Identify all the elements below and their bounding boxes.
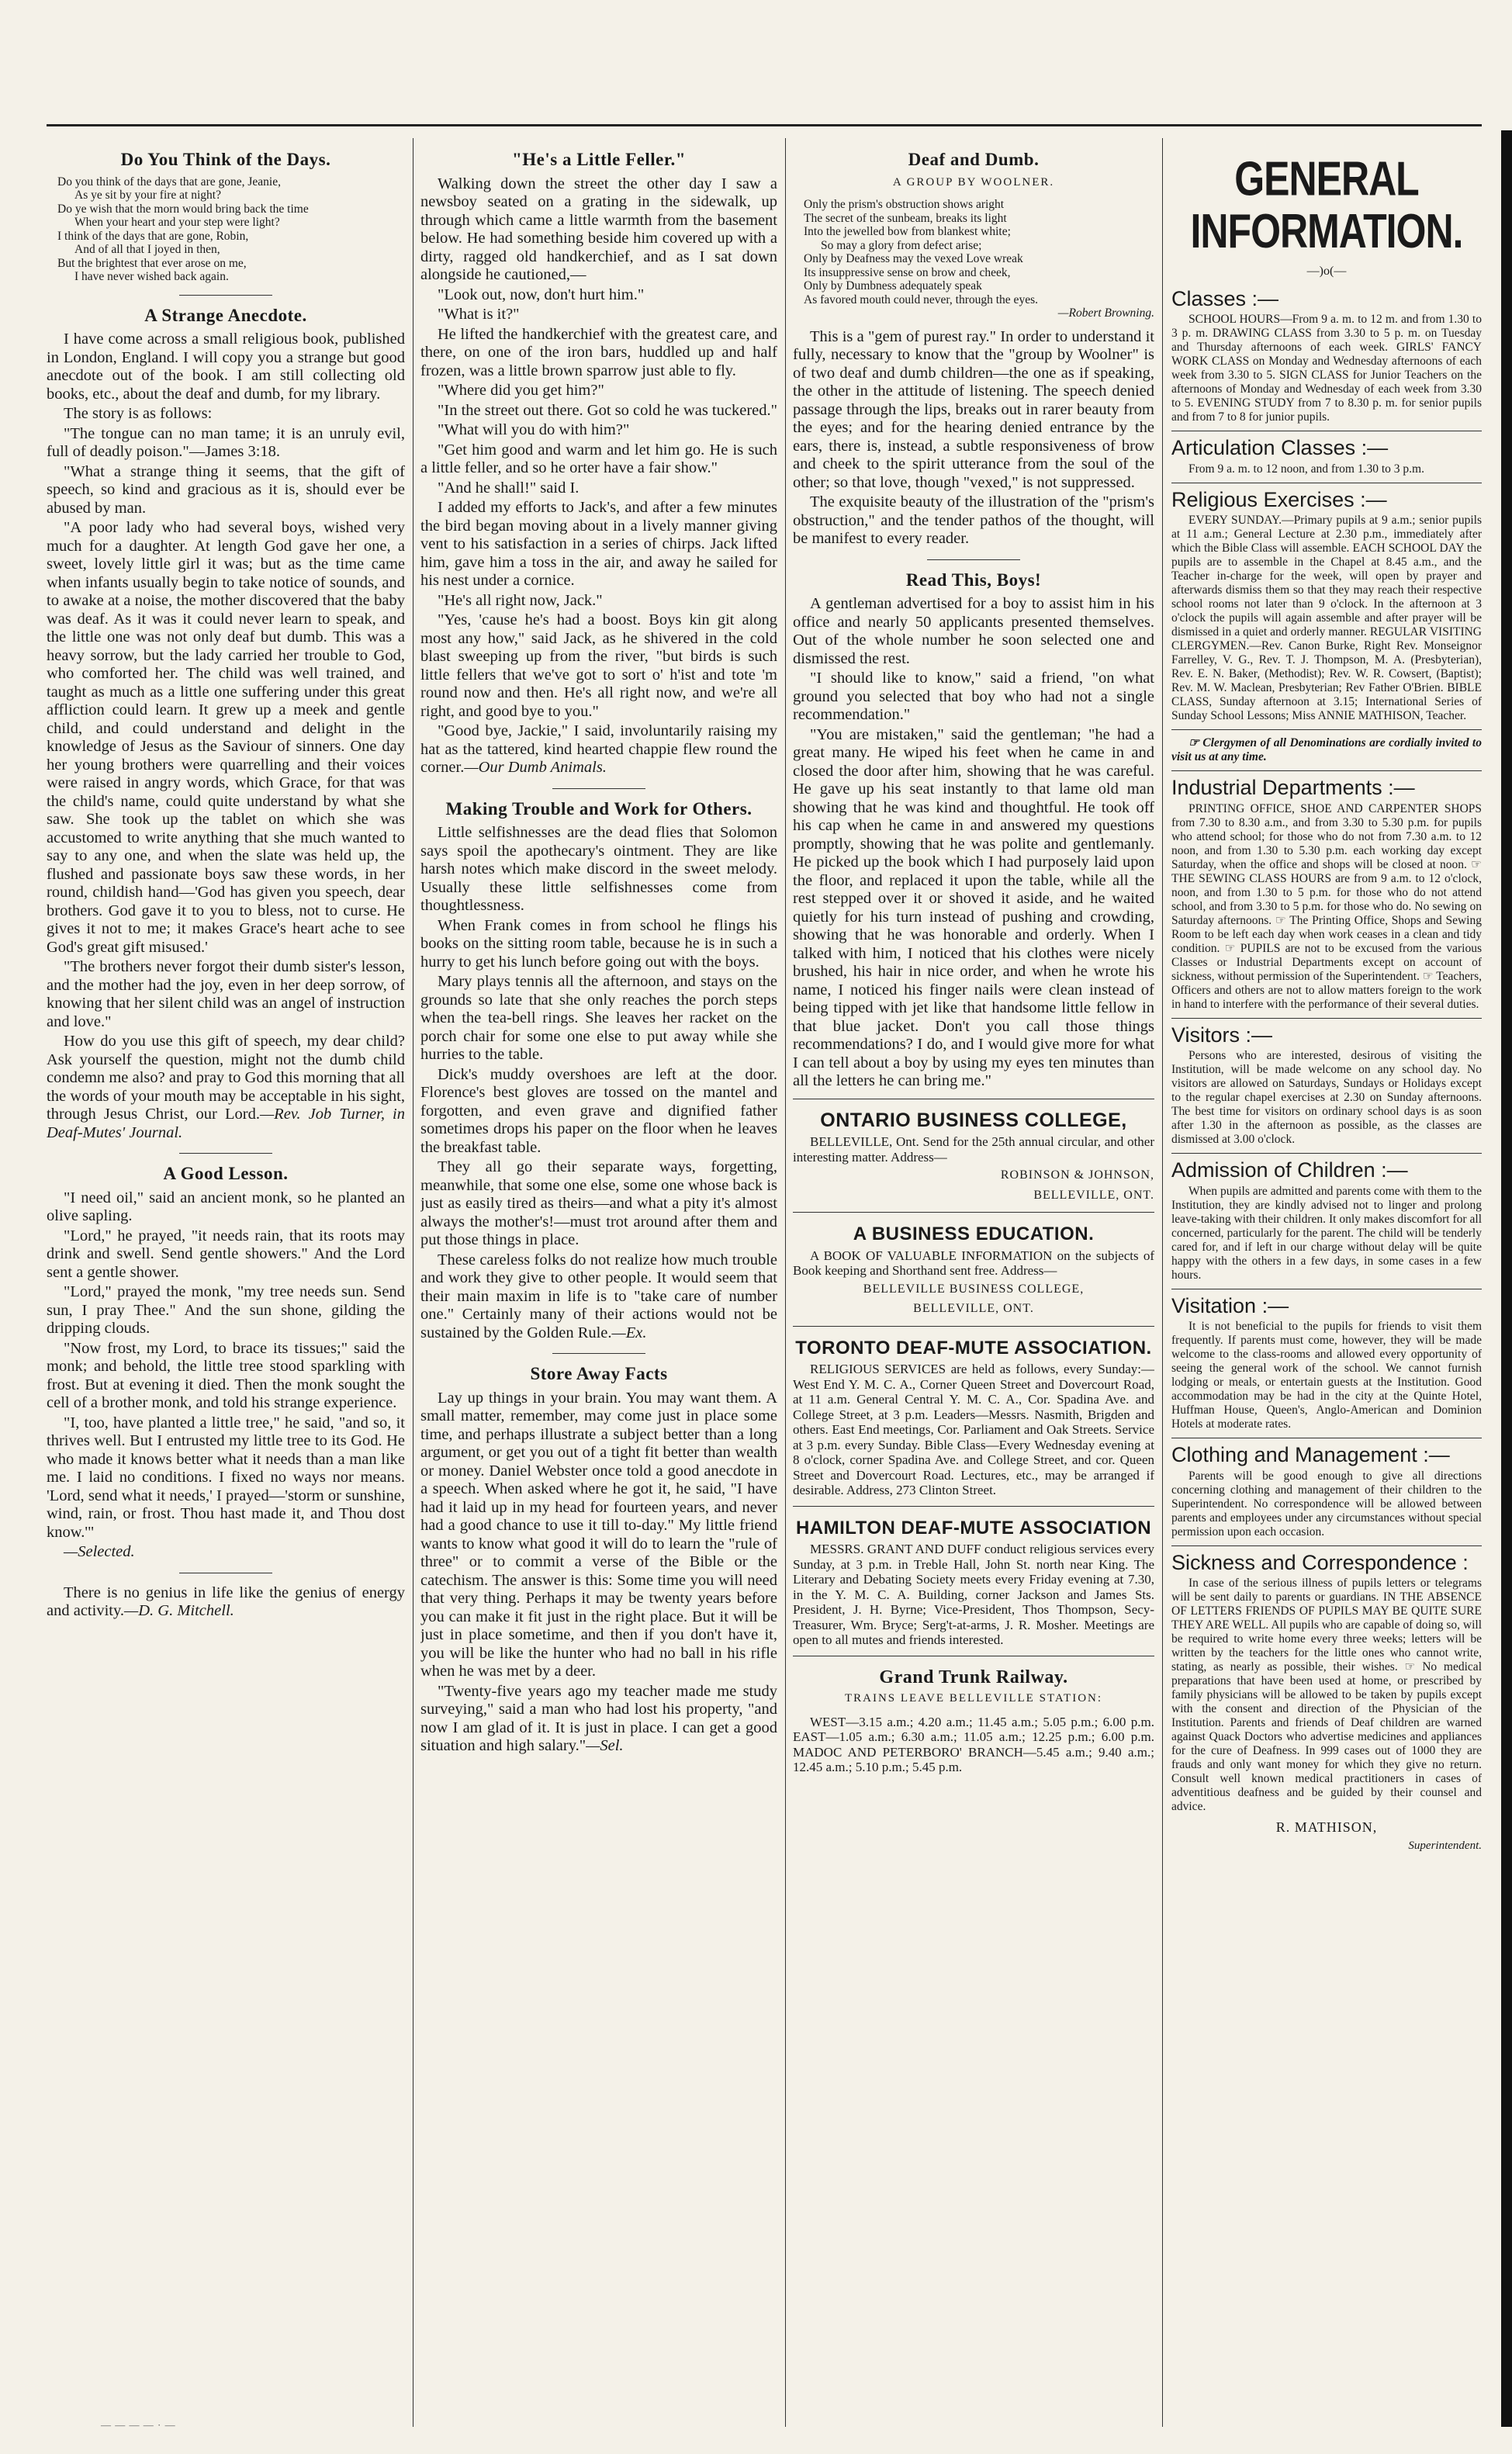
article-paragraph xyxy=(420,1683,777,1756)
article-credit: —Ex. xyxy=(611,1324,647,1341)
section-rule xyxy=(793,1326,1154,1327)
ad-heading: Grand Trunk Railway. xyxy=(879,1667,1068,1687)
section-rule xyxy=(927,559,1020,560)
article-paragraph: This is a "gem of purest ray." In order to understand it fully, necessary to know that the "group by Woolner" is of two deaf and dumb children—the one as if speaking, the other in the attitude of listening. The speech denied passage through the lips, breaks out in rarer beauty from the eyes; and for the hearing denied entrance by the ears, there is, instead, a subtle responsiveness of brow and cheek to the spirit utterance from the soul of the other; so that love, though "vexed," is not suppressed. xyxy=(793,327,1154,491)
newspaper-page xyxy=(47,130,1482,2427)
poem-line: Only by Dumbness adequately speak xyxy=(804,279,982,292)
clergy-notice: ☞ Clergymen of all Denominations are cordially invited to visit us at any time. xyxy=(1171,736,1482,763)
article-paragraph: I have come across a small religious book, published in London, England. I will copy you a strange but good anecdote out of the book. I am still collecting old books, etc., about the deaf and dumb, for my library. xyxy=(47,331,405,403)
article-paragraph: "Get him good and warm and let him go. He is such a little feller, and so he orter have a fair show." xyxy=(420,441,777,476)
article-paragraph xyxy=(47,1033,405,1142)
column-divider xyxy=(1162,138,1163,2427)
article-text: There is no genius in life like the genius of energy and activity. xyxy=(47,1584,405,1619)
poem-line: Into the jewelled bow from blankest white; xyxy=(804,225,1011,238)
column-4-general-information xyxy=(1171,146,1482,2427)
poem-line: As ye sit by your fire at night? xyxy=(74,189,221,202)
article-paragraph: "Where did you get him?" xyxy=(438,382,604,399)
article-paragraph: When Frank comes in from school he flings his books on the sitting room table, because he is in such a hurry to get his lunch before going out with the boys. xyxy=(420,916,777,971)
article-paragraph: "Now frost, my Lord, to brace its tissues;" said the monk; and behold, the little tree stood sparkling with frost. But at evening it died. Then the monk sought the cell of a brother monk, and told his strange experience. xyxy=(47,1339,405,1411)
article-title: Making Trouble and Work for Others. xyxy=(445,798,753,819)
section-heading: Religious Exercises :— xyxy=(1171,487,1387,511)
poem-title: Do You Think of the Days. xyxy=(120,150,331,169)
article-title: "He's a Little Feller." xyxy=(512,150,686,169)
article-byline: A GROUP BY WOOLNER. xyxy=(892,175,1055,189)
superintendent-title: Superintendent. xyxy=(1408,1839,1482,1852)
poem-stanza xyxy=(804,198,1154,320)
section-body: EVERY SUNDAY.—Primary pupils at 9 a.m.; senior pupils at 11 a.m.; General Lecture at 2.30 p.m., immediately after which the Bible Class will assemble. EACH SCHOOL DAY the pupils are to assemble in the Chapel at 8.45 a.m., and the Teacher in-charge for the week, will open by prayer and afterwards dismiss them so that they may reach their respective school rooms not later than 9 o'clock. In the afternoon at 3 o'clock the pupils will again assemble and after prayer will be dismissed in a quiet and orderly manner. REGULAR VISITING CLERGYMEN.—Rev. Canon Burke, Right Rev. Monseignor Farrelley, V. G., Rev. T. J. Thompson, M. A. (Presbyterian), Rev. E. N. Baker, (Methodist); Rev. W. R. Cowsert, (Baptist); Rev. M. W. Maclean, Presbyterian; Rev Father O'Brien. BIBLE CLASS, Sunday afternoon at 3.15; International Series of Sunday School Lessons; Miss ANNIE MATHISON, Teacher. xyxy=(1171,514,1482,722)
column-divider xyxy=(785,138,786,2427)
article-paragraph: He lifted the handkerchief with the greatest care, and there, on one of the iron bars, huddled up and half frozen, was a little brown sparrow just able to fly. xyxy=(420,325,777,379)
article-paragraph: "Lord," prayed the monk, "my tree needs sun. Send sun, I pray Thee." And the sun shone, gilding the dripping clouds. xyxy=(47,1283,405,1337)
section-body: It is not beneficial to the pupils for friends to visit them frequently. If parents must come, however, they will be made welcome to the class-rooms and allowed every opportunity of seeing the general work of the school. We cannot furnish lodging or meals, or entertain guests at the Institution. Good accommodation may be had in the city at the Quinte Hotel, Huffman House, Queen's, Anglo-American and Dominion Hotels at moderate rates. xyxy=(1171,1320,1482,1431)
section-body: SCHOOL HOURS—From 9 a. m. to 12 m. and from 1.30 to 3 p. m. DRAWING CLASS from 3.30 to 5 p. m. on Tuesday and Thursday afternoons of each week. GIRLS' FANCY WORK CLASS on Monday and Wednesday afternoons of each week from 3.30 to 5. SIGN CLASS for Junior Teachers on the afternoons of Monday and Wednesday of each week from 3.30 to 5. EVENING STUDY from 7 to 8.30 p. m. for senior pupils and from 7 to 8 for junior pupils. xyxy=(1171,313,1482,424)
article-paragraph: "I should like to know," said a friend, "on what ground you selected that boy who had not a single recommendation." xyxy=(793,670,1154,723)
article-paragraph: "In the street out there. Got so cold he was tuckered." xyxy=(438,401,777,419)
section-heading: Industrial Departments :— xyxy=(1171,776,1415,799)
ad-heading: A BUSINESS EDUCATION. xyxy=(853,1224,1095,1244)
ad-signature: BELLEVILLE BUSINESS COLLEGE, xyxy=(863,1282,1085,1296)
poem-line: Do you think of the days that are gone, Jeanie, xyxy=(57,175,281,189)
ad-signature: BELLEVILLE, ONT. xyxy=(913,1302,1034,1315)
section-heading: Visitation :— xyxy=(1171,1293,1289,1317)
ad-heading: TORONTO DEAF-MUTE ASSOCIATION. xyxy=(795,1337,1152,1359)
page-top-rule xyxy=(47,124,1482,126)
article-paragraph: "Lord," he prayed, "it needs rain, that its roots may drink and swell. Send gentle showers." And the Lord sent a gentle shower. xyxy=(47,1227,405,1281)
poem-line: The secret of the sunbeam, breaks its light xyxy=(804,211,1007,225)
poem-stanza xyxy=(57,175,405,284)
section-heading: Admission of Children :— xyxy=(1171,1158,1408,1182)
section-rule xyxy=(552,1353,645,1354)
footer-fragment: — — — — · — xyxy=(101,2419,176,2431)
article-paragraph: I added my efforts to Jack's, and after a few minutes the bird began moving about in a lively manner giving vent to his satisfaction in a series of chirps. Jack lifted him, gave him a toss in the air, and away he sailed for his nest under a cornice. xyxy=(420,499,777,589)
section-heading: Visitors :— xyxy=(1171,1023,1273,1047)
article-paragraph: "Look out, now, don't hurt him." xyxy=(438,286,645,303)
poem-credit: —Robert Browning. xyxy=(1057,306,1154,320)
ad-signature: ROBINSON & JOHNSON, xyxy=(1000,1168,1154,1182)
poem-line: Only by Deafness may the vexed Love wreak xyxy=(804,252,1023,265)
article-paragraph: Lay up things in your brain. You may want them. A small matter, remember, may come just in place some time, and perhaps illustrate a subject better than a long argument, or get you out of a tight fit better than wealth or money. Daniel Webster once told a good anecdote in a speech. When asked where he got it, he said, "I have had it laid up in my head for fourteen years, and never had a good chance to use it till to-day." My little friend wants to know what good it will do to learn the "rule of three" or to commit a verse of the Bible or the catechism. The answer is this: Some time you will need that very thing. Perhaps it may be twenty years before you can make it fit just in the right place. But it will be just in place sometime, and then if you don't have it, you will be like the hunter who had no ball in his rifle when he was met by a deer. xyxy=(420,1389,777,1680)
column-1 xyxy=(47,146,405,2427)
poem-line: I have never wished back again. xyxy=(74,270,229,283)
article-title: A Strange Anecdote. xyxy=(144,305,307,325)
article-text: "Twenty-five years ago my teacher made me study surveying," said a man who had lost his property, "and now I am glad of it. It is just in place. I can get a good situation and high salary." xyxy=(420,1682,777,1754)
article-text: These careless folks do not realize how much trouble and work they give to other people. It would seem that their main maxim in life is to "take care of number one." Certainly many of their actions would not be sustained by the Golden Rule. xyxy=(420,1251,777,1341)
poem-line: Do ye wish that the morn would bring back the time xyxy=(57,202,309,216)
page-edge-shadow xyxy=(1501,130,1512,2427)
section-rule xyxy=(552,788,645,789)
article-paragraph: "And he shall!" said I. xyxy=(438,479,580,497)
section-heading: Sickness and Correspondence : xyxy=(1171,1550,1469,1574)
ad-body: RELIGIOUS SERVICES are held as follows, every Sunday:— West End Y. M. C. A., Corner Queen Street and Dovercourt Road, at 11 a.m. General Central Y. M. C. A., Cor. Spadina Ave. and College Street, at 3 p.m. Leaders—Messrs. Nasmith, Brigden and others. East End meetings, Cor. Parliament and Oak Streets. Service at 3 p.m. every Sunday. Bible Class—Every Wednesday evening at 8 o'clock, corner Spadina Ave. and College Street, and cor. Queen Street and Dovercourt Road. Lectures, etc., may be arranged if desirable. Address, 273 Clinton Street. xyxy=(793,1362,1154,1497)
section-rule xyxy=(1171,1545,1482,1546)
section-rule xyxy=(1171,770,1482,771)
article-paragraph: "I need oil," said an ancient monk, so he planted an olive sapling. xyxy=(47,1189,405,1224)
general-information-title: GENERAL INFORMATION. xyxy=(1190,151,1463,258)
ad-body: A BOOK OF VALUABLE INFORMATION on the subjects of Book keeping and Shorthand sent free. Address— xyxy=(793,1248,1154,1278)
section-rule xyxy=(793,1506,1154,1507)
poem-line: I think of the days that are gone, Robin, xyxy=(57,229,249,243)
article-title: Deaf and Dumb. xyxy=(908,150,1040,169)
article-title: A Good Lesson. xyxy=(163,1164,289,1183)
ad-signature: BELLEVILLE, ONT. xyxy=(1033,1188,1154,1202)
ad-subheading: TRAINS LEAVE BELLEVILLE STATION: xyxy=(844,1692,1103,1705)
ad-heading: HAMILTON DEAF-MUTE ASSOCIATION xyxy=(795,1517,1152,1539)
article-paragraph xyxy=(47,1584,405,1621)
section-body: PRINTING OFFICE, SHOE AND CARPENTER SHOPS from 7.30 to 8.30 a.m., and from 3.30 to 5.30 p.m. for pupils who attend school; for those who do not from 7.30 a.m. to 12 noon, and from 1.30 to 5.30 p.m. each working day except Saturday, when the office and shops will be closed at noon. ☞ THE SEWING CLASS HOURS are from 9 a.m. to 12 o'clock, noon, and from 1.30 to 5 p.m. for those who do not attend school, and from 3.30 to 5 p.m. for those who do. No sewing on Saturday afternoons. ☞ The Printing Office, Shops and Sewing Room to be left each day when work ceases in a clean and tidy condition. ☞ PUPILS are not to be excused from the various Classes or Industrial Departments except on account of sickness, without permission of the Superintendent. ☞ Teachers, Officers and others are not to allow matters foreign to the work in hand to interfere with the performance of their several duties. xyxy=(1171,801,1482,1011)
article-paragraph: They all go their separate ways, forgetting, meanwhile, that some one else, some one whose back is just as easily tired as theirs—and what a pity it's almost always the mother's!—must trot around after them and put those things in place. xyxy=(420,1158,777,1248)
section-body: When pupils are admitted and parents come with them to the Institution, they are kindly advised not to linger and prolong leave-taking with their children. It only makes discomfort for all concerned, particularly for the parent. The child will be tenderly cared for, and if left in our charge without delay will be quite happy with the others in a few days, in some cases in a few hours. xyxy=(1171,1184,1482,1282)
ad-body: BELLEVILLE, Ont. Send for the 25th annual circular, and other interesting matter. Address— xyxy=(793,1134,1154,1165)
superintendent-signature: R. MATHISON, xyxy=(1275,1819,1378,1835)
section-rule xyxy=(1171,1018,1482,1019)
article-paragraph: "Yes, 'cause he's had a boost. Boys kin git along most any how," said Jack, as he shivered in the cold blast sweeping up from the river, "but birds is such little fellers that we've got to sort o' h'ist and tote 'm round now and then. He's all right now, and we're all right, and good bye to you." xyxy=(420,611,777,720)
column-3 xyxy=(793,146,1154,2427)
article-paragraph: Walking down the street the other day I saw a newsboy seated on a grating in the sidewalk, up through which came a little warmth from the basement below. He had something beside him covered up with a dirty, ragged old handkerchief, and as I sat down alongside he cautioned,— xyxy=(420,175,777,283)
article-paragraph: Mary plays tennis all the afternoon, and stays on the grounds so late that she only reaches the porch steps when the tea-bell rings. She leaves her racket on the porch chair for some one else to put away while she hurries to the table. xyxy=(420,973,777,1063)
article-paragraph: The story is as follows: xyxy=(64,405,213,422)
article-credit: —Rev. Job Turner, in Deaf-Mutes' Journal. xyxy=(47,1106,405,1141)
poem-line: And of all that I joyed in then, xyxy=(74,243,220,256)
article-paragraph: Dick's muddy overshoes are left at the door. Florence's best gloves are tossed on the mantel and forgotten, and even grave and dignified father sometimes drops his paper on the floor when he leaves the breakfast table. xyxy=(420,1065,777,1156)
section-heading: Clothing and Management :— xyxy=(1171,1443,1450,1466)
article-paragraph: "What a strange thing it seems, that the gift of speech, so kind and gracious as it is, should ever be abused by man. xyxy=(47,462,405,517)
article-paragraph xyxy=(420,1251,777,1343)
section-body: In case of the serious illness of pupils letters or telegrams will be sent daily to parents or guardians. IN THE ABSENCE OF LETTERS FRIENDS OF PUPILS MAY BE QUITE SURE THEY ARE WELL. All pupils who are capable of doing so, will be required to write home every three weeks; letters will be written by the teachers for the little ones who cannot write, stating, as nearly as possible, their wishes. ☞ No medical preparations that have been used at home, or prescribed by family physicians will be allowed to be taken by pupils except with the consent and direction of the Physician of the Institution. Parents and friends of Deaf children are warned against Quack Doctors who advertise medicines and appliances for the cure of Deafness. In 999 cases out of 1000 they are frauds and only want money for which they give no return. Consult well known medical practitioners in cases of adventitious deafness and be guided by their counsel and advice. xyxy=(1171,1577,1482,1813)
section-rule xyxy=(179,295,272,296)
section-rule xyxy=(1171,729,1482,730)
poem-line: As favored mouth could never, through the eyes. xyxy=(804,292,1038,306)
article-text: "Good bye, Jackie," I said, involuntarily raising my hat as the tattered, kind hearted chappie flew round the corner. xyxy=(420,722,777,776)
section-rule xyxy=(1171,1153,1482,1154)
article-paragraph: "I, too, have planted a little tree," he said, "and so, it thrives well. But I entrusted my little tree to its God. He who made it knows better what it needs than a man like me. I laid no conditions. I fixed no ways nor means. 'Lord, send what it needs,' I prayed—'storm or sunshine, wind, rain, or frost. Thou hast made it, and Thou dost know.'" xyxy=(47,1414,405,1541)
section-rule xyxy=(179,1153,272,1154)
article-credit: —D. G. Mitchell. xyxy=(124,1602,234,1619)
article-paragraph: "You are mistaken," said the gentleman; "he had a great many. He wiped his feet when he came in and closed the door after him, showing that he was careful. He gave up his seat instantly to that lame old man showing that he was kind and thoughtful. He took off his cap when he came in and answered my questions promptly, showing that he was polite and gentlemanly. He picked up the book which I had purposely laid upon the floor, and replaced it upon the table, while all the rest stepped over it or shoved it aside, and he waited quietly for his turn instead of pushing and crowding, showing that he was honorable and orderly. When I talked with him, I noticed that his clothes were nicely brushed, his hair in nice order, and when he wrote his name, I noticed his finger nails were clean instead of being tipped with jet like that handsome little fellow in that blue jacket. Don't you call those things recommendations? I do, and I would give more for what I can tell about a boy by using my eyes ten minutes than all the letters he can bring me." xyxy=(793,725,1154,1089)
article-credit: —Sel. xyxy=(586,1737,624,1754)
article-paragraph: "The tongue can no man tame; it is an unruly evil, full of deadly poison."—James 3:18. xyxy=(47,424,405,460)
article-paragraph: "A poor lady who had several boys, wished very much for a daughter. At length God gave her one, a sweet, lovely little girl it was; but as the time came when infants usually begin to take notice of sounds, and to awake at a noise, the mother discovered that the baby was deaf. As it was it could never learn to speak, and the little one was not only deaf but dumb. This was a heavy sorrow, but the lady carried her trouble to God, who comforted her. The child was well trained, and taught as much as a little one suffering under this great affliction could learn. It grew up a meek and gentle child, and could understand and delight in the knowledge of Jesus as the Saviour of sinners. One day her young brothers were quarrelling and their voices were raised in angry words, which Grace, for that was the child's name, could quite understand by what she saw. She took up the tablet on which she was accustomed to write anything that she much wanted to say to any one, and when the slate was held up, the flushed and passionate boys saw these words, in her round, childish hand—'God has given you speech, dear brothers. God gave it to you to bless, not to curse. He gives it not to me; it makes Grace's heart ache to see God's great gift misused.' xyxy=(47,519,405,956)
section-body: Parents will be good enough to give all directions concerning clothing and management of their children to the Superintendent. No correspondence will be allowed between parents and employees under any circumstances without special permission upon each occasion. xyxy=(1171,1469,1482,1539)
poem-line: Its insuppressive sense on brow and cheek, xyxy=(804,265,1011,279)
section-body: From 9 a. m. to 12 noon, and from 1.30 to 3 p.m. xyxy=(1188,462,1424,476)
ad-body: WEST—3.15 a.m.; 4.20 a.m.; 11.45 a.m.; 5.05 p.m.; 6.00 p.m. EAST—1.05 a.m.; 6.30 a.m.; 11.05 a.m.; 12.25 p.m.; 6.00 p.m. MADOC AND PETERBORO' BRANCH—5.45 a.m.; 9.40 a.m.; 12.45 a.m.; 5.10 p.m.; 5.45 p.m. xyxy=(793,1714,1154,1774)
poem-line: When your heart and your step were light? xyxy=(74,216,280,229)
article-title: Store Away Facts xyxy=(530,1364,668,1383)
article-credit: —Selected. xyxy=(64,1543,135,1560)
article-credit: —Our Dumb Animals. xyxy=(464,759,607,776)
poem-line: So may a glory from defect arise; xyxy=(821,238,982,252)
article-paragraph: Little selfishnesses are the dead flies that Solomon says spoil the apothecary's ointment. They are like harsh notes which make discord in the sweet melody. Usually these little selfishnesses come from thoughtlessness. xyxy=(420,824,777,914)
article-paragraph: "He's all right now, Jack." xyxy=(438,591,603,609)
article-paragraph: "What will you do with him?" xyxy=(438,421,630,438)
article-text: How do you use this gift of speech, my dear child? Ask yourself the question, might not the dumb child condemn me also? and pray to God this morning that all the words of your mouth may be acceptable in his sight, through Jesus Christ, our Lord. xyxy=(47,1033,405,1123)
section-heading: Classes :— xyxy=(1171,286,1279,310)
section-rule xyxy=(793,1212,1154,1213)
article-paragraph xyxy=(420,722,777,777)
poem-line: But the brightest that ever arose on me, xyxy=(57,256,247,270)
ornament: —)o(— xyxy=(1306,265,1347,278)
ad-body: MESSRS. GRANT AND DUFF conduct religious services every Sunday, at 3 p.m. in Treble Hall, John St. north near King. The Literary and Debating Society meets every Friday evening at 7.30, in the Y. M. C. A. Building, corner Jackson and James Sts. President, J. H. Byrne; Vice-President, Thos Thompson, Secy-Treasurer, Wm. Bryce; Serg't-at-arms, J. R. Mosher. Meetings are open to all mutes and friends interested. xyxy=(793,1542,1154,1647)
poem-line: Only the prism's obstruction shows aright xyxy=(804,198,1005,211)
article-paragraph: "The brothers never forgot their dumb sister's lesson, and the mother had the joy, even in her deep sorrow, of knowing that her silent child was an angel of instruction and love." xyxy=(47,958,405,1030)
article-paragraph: The exquisite beauty of the illustration of the "prism's obstruction," and the tender pathos of the thought, will be manifest to every reader. xyxy=(793,493,1154,547)
ad-heading: ONTARIO BUSINESS COLLEGE, xyxy=(820,1109,1127,1131)
section-body: Persons who are interested, desirous of visiting the Institution, will be made welcome on any school day. No visitors are allowed on Saturdays, Sundays or Holidays except to the regular chapel exercises at 2.30 on Sunday afternoons. The best time for visitors on ordinary school days is as soon after 1.30 in the afternoon as possible, as the classes are dismissed at 3.00 o'clock. xyxy=(1171,1049,1482,1146)
article-paragraph: A gentleman advertised for a boy to assist him in his office and nearly 50 applicants presented themselves. Out of the whole number he soon selected one and dismissed the rest. xyxy=(793,595,1154,667)
article-paragraph: "What is it?" xyxy=(438,306,520,323)
column-2 xyxy=(420,146,777,2427)
article-title: Read This, Boys! xyxy=(905,569,1042,590)
section-heading: Articulation Classes :— xyxy=(1171,436,1389,459)
